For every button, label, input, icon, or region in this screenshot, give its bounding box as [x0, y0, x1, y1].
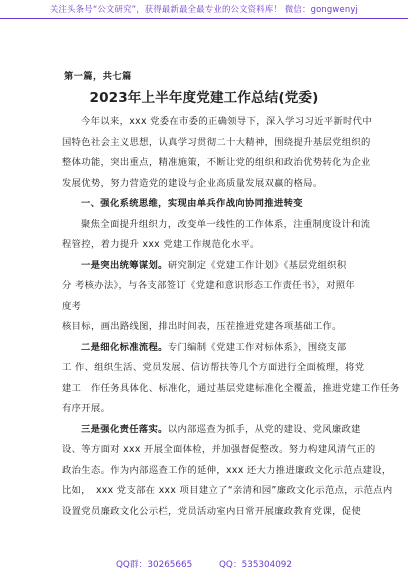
body-line: 国特色社会主义思想，认真学习贯彻二十大精神，围绕提升基层党组织的 — [62, 136, 371, 148]
point-text: 专门编制《党建工作对标体系》，围绕支部 — [167, 341, 347, 353]
paragraph-first-line — [62, 256, 354, 277]
body-line: 发展优势，努力营造党的建设与企业高质量发展双赢的格局。 — [62, 177, 323, 189]
body-line: 核目标，画出路线图，排出时间表，压茬推进党建各项基础工作。 — [62, 321, 342, 332]
footer — [0, 557, 408, 570]
body-line: 程管控，着力提升 xxx 党建工作规范化水平。 — [62, 239, 260, 250]
point-text: 以内部巡查为抓手，从党的建设、党风廉政建 — [167, 423, 361, 435]
body-line: 今年以来，xxx 党委在市委的正确领导下，深入学习习近平新时代中 — [81, 116, 372, 127]
paragraph-first-line — [62, 420, 361, 441]
body-line: 有序开展。 — [62, 403, 111, 414]
point-lead: 一是突出统筹谋划。 — [81, 259, 168, 271]
paragraph-first-line — [62, 338, 354, 359]
header-divider — [0, 18, 408, 19]
body-line: 设、等方面对 xxx 开展全面体检，并加强督促整改。努力构建风清气正的 — [62, 444, 376, 455]
body-line: 建工 作任务具体化、标准化，通过基层党建标准化全覆盖，推进党建工作任务 — [62, 382, 400, 394]
body-line: 政治生态。作为内部巡查工作的延伸，xxx 还大力推进廉政文化示范点建设， — [62, 464, 392, 476]
body-line: 聚焦全面提升组织力，改变单一线性的工作体系，注重制度设计和流 — [81, 218, 371, 230]
section-heading: 一、强化系统思维，实现由单兵作战向协同推进转变 — [81, 198, 303, 209]
body-line: 比如， xxx 党支部在 xxx 项目建立了“亲清和园”廉政文化示范点，示范点内 — [62, 485, 393, 496]
document-body — [62, 112, 400, 522]
body-line: 工 作、组织生活、党员发展、信访帮扶等几个方面进行全面梳理，将党 — [62, 362, 365, 373]
point-text: 研究制定《党建工作计划》《基层党组织积 — [167, 259, 347, 271]
footer-qq: QQ：535304092 — [218, 560, 293, 570]
part-label: 第一篇，共七篇 — [64, 71, 132, 82]
point-lead: 三是强化责任落实。 — [81, 423, 168, 435]
footer-qq-group: QQ群：30265665 — [115, 560, 193, 570]
document-title: 2023年上半年度党建工作总结(党委) — [89, 90, 319, 106]
body-line: 度考 — [62, 300, 82, 312]
header-banner: 关注头条号“公文研究”，获得最新最全最专业的公文资料库！ 微信：gongwenyj — [49, 4, 359, 14]
body-line: 分 考核办法》，与各支部签订《党建和意识形态工作责任书》，对照年 — [62, 280, 356, 291]
point-lead: 二是细化标准流程。 — [81, 341, 168, 353]
body-line: 整体功能，突出重点，精准施策，不断让党的组织和政治优势转化为企业 — [62, 157, 371, 168]
body-line: 设置党员廉政文化公示栏，党员活动室内日常开展廉政教育党课，促使 — [62, 505, 362, 517]
